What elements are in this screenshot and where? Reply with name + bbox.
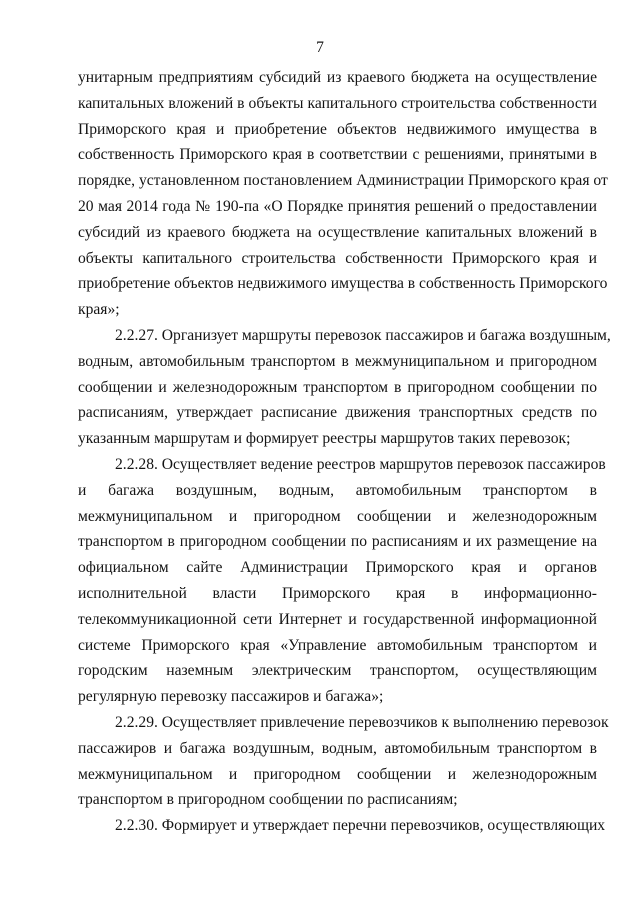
text-line: регулярную перевозку пассажиров и багажа»;	[78, 688, 384, 706]
text-line: и багажа воздушным, водным, автомобильным транспортом в	[78, 481, 597, 499]
text-line: транспортом в пригородном сообщении по расписаниям и их размещение на	[78, 533, 597, 551]
text-line: унитарным предприятиям субсидий из краевого бюджета на осуществление	[78, 69, 597, 86]
text-line: межмуниципальном и пригородном сообщении и железнодорожным	[78, 765, 597, 783]
text-line: 2.2.27. Организует маршруты перевозок пассажиров и багажа воздушным,	[115, 326, 611, 344]
text-line: субсидий из краевого бюджета на осуществление капитальных вложений в	[78, 223, 597, 241]
text-line: водным, автомобильным транспортом в межмуниципальном и пригородном	[78, 352, 597, 370]
text-line: сообщении и железнодорожным транспортом в пригородном сообщении по	[78, 378, 597, 396]
text-line: межмуниципальном и пригородном сообщении и железнодорожным	[78, 507, 597, 525]
text-line: городским наземным электрическим транспортом, осуществляющим	[78, 662, 597, 680]
text-line: пассажиров и багажа воздушным, водным, автомобильным транспортом в	[78, 739, 597, 757]
text-line: транспортом в пригородном сообщении по расписаниям;	[78, 791, 458, 809]
text-line: 2.2.29. Осуществляет привлечение перевозчиков к выполнению перевозок	[115, 713, 609, 731]
text-line: собственность Приморского края в соответствии с решениями, принятыми в	[78, 146, 597, 164]
text-line: порядке, установленном постановлением Администрации Приморского края от	[78, 172, 608, 190]
text-line: телекоммуникационной сети Интернет и государственной информационной	[78, 610, 597, 628]
page-number: 7	[316, 39, 324, 56]
text-line: указанным маршрутам и формирует реестры маршрутов таких перевозок;	[78, 430, 571, 448]
text-line: капитальных вложений в объекты капитального строительства собственности	[78, 94, 597, 112]
text-line: 2.2.30. Формирует и утверждает перечни перевозчиков, осуществляющих	[115, 817, 606, 835]
text-line: 2.2.28. Осуществляет ведение реестров маршрутов перевозок пассажиров	[115, 455, 606, 473]
body-text	[78, 65, 611, 839]
text-line: исполнительной власти Приморского края в информационно-	[78, 584, 597, 602]
text-line: объекты капитального строительства собственности Приморского края и	[78, 249, 597, 267]
text-line: системе Приморского края «Управление автомобильным транспортом и	[78, 636, 597, 654]
text-line: официальном сайте Администрации Приморского края и органов	[78, 559, 597, 577]
text-line: края»;	[78, 301, 120, 319]
text-line: 20 мая 2014 года № 190-па «О Порядке принятия решений о предоставлении	[78, 197, 597, 215]
text-line: Приморского края и приобретение объектов недвижимого имущества в	[78, 120, 597, 138]
text-line: приобретение объектов недвижимого имущества в собственность Приморского	[78, 275, 608, 293]
text-line: расписаниям, утверждает расписание движения транспортных средств по	[78, 404, 597, 422]
